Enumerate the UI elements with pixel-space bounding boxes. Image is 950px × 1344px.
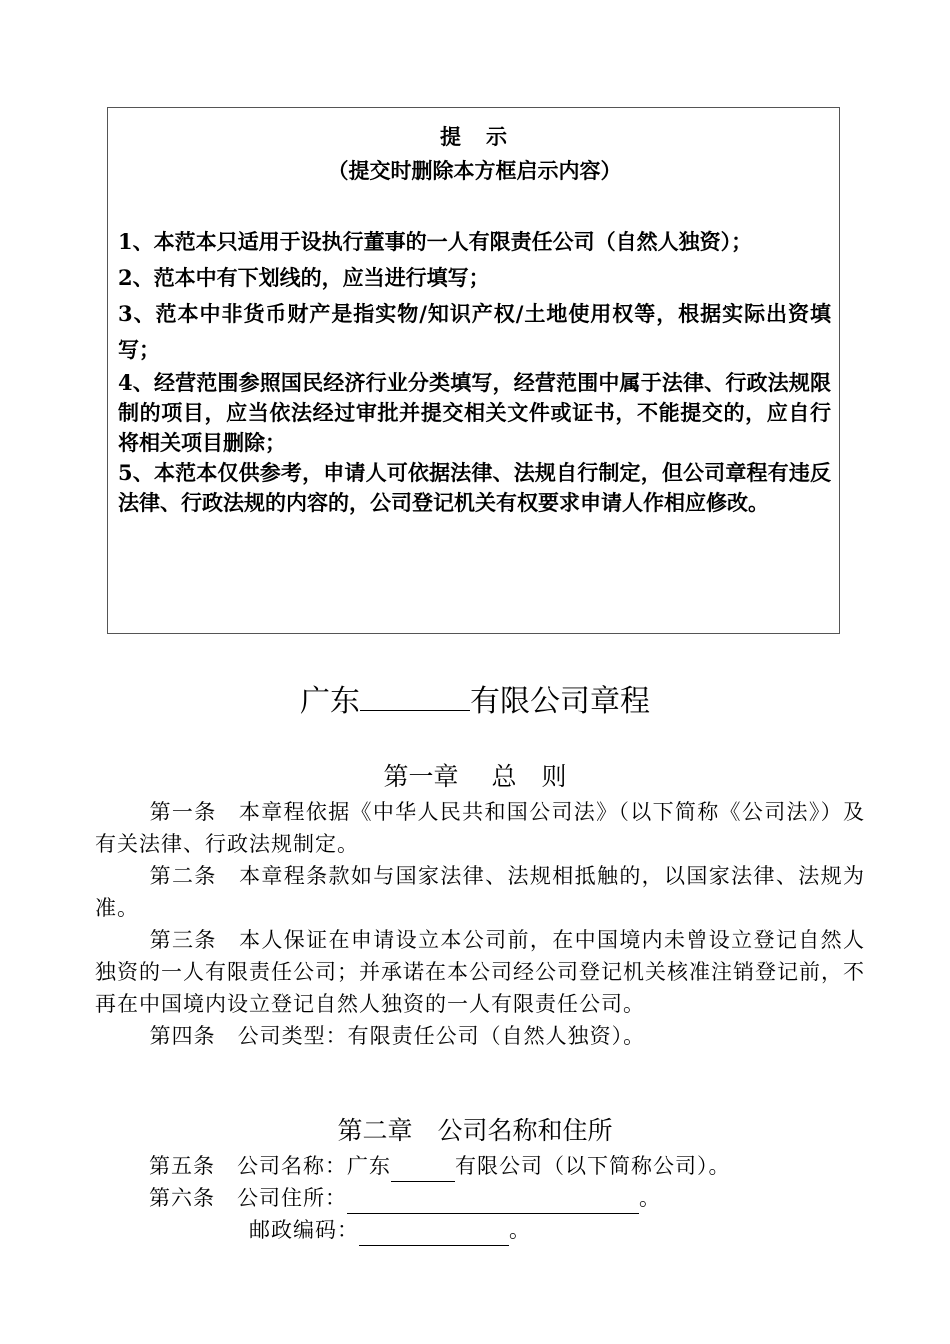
notice-item-5: 5、本范本仅供参考，申请人可依据法律、法规自行制定，但公司章程有违反法律、行政法规的内容的，公司登记机关有权要求申请人作相应修改。 (118, 460, 831, 515)
title-prefix: 广东 (300, 684, 360, 719)
notice-item-2: 2、范本中有下划线的，应当进行填写； (118, 265, 490, 290)
article-5-suffix: 有限公司（以下简称公司）。 (455, 1154, 731, 1178)
article-6-suffix: 。 (639, 1186, 661, 1210)
article-4: 第四条 公司类型：有限责任公司（自然人独资）。 (149, 1024, 646, 1048)
notice-items (118, 224, 831, 518)
company-name-blank[interactable] (360, 682, 470, 711)
article-5 (95, 1150, 865, 1182)
article-6-label: 第六条 公司住所： (149, 1186, 347, 1210)
address-field[interactable] (347, 1187, 639, 1214)
notice-item-1: 1、本范本只适用于设执行董事的一人有限责任公司（自然人独资）； (118, 229, 753, 254)
article-2: 第二条 本章程条款如与国家法律、法规相抵触的，以国家法律、法规为准。 (95, 864, 865, 920)
company-name-field[interactable] (391, 1155, 455, 1182)
document-title (0, 680, 950, 724)
article-1: 第一条 本章程依据《中华人民共和国公司法》（以下简称《公司法》）及有关法律、行政法规制定。 (95, 800, 865, 856)
notice-item-4: 4、经营范围参照国民经济行业分类填写，经营范围中属于法律、行政法规限制的项目，应当依法经过审批并提交相关文件或证书，不能提交的，应自行将相关项目删除； (118, 370, 831, 455)
postcode-line (95, 1214, 865, 1246)
chapter-2-body (95, 1150, 865, 1246)
title-suffix: 有限公司章程 (470, 684, 650, 719)
notice-title: 提 示 (440, 124, 509, 149)
postcode-label: 邮政编码： (249, 1218, 359, 1242)
notice-box (107, 107, 840, 634)
chapter-1-heading: 第一章 总 则 (383, 762, 567, 791)
chapter-1-body (95, 796, 865, 1052)
article-5-label: 第五条 公司名称：广东 (149, 1154, 391, 1178)
notice-item-3: 3、范本中非货币财产是指实物/知识产权/土地使用权等，根据实际出资填写； (118, 301, 831, 362)
article-6 (95, 1182, 865, 1214)
chapter-2-heading: 第二章 公司名称和住所 (337, 1116, 613, 1145)
notice-subtitle: （提交时删除本方框启示内容） (327, 158, 622, 183)
postcode-suffix: 。 (509, 1218, 531, 1242)
article-3: 第三条 本人保证在申请设立本公司前，在中国境内未曾设立登记自然人独资的一人有限责任公司；并承诺在本公司经公司登记机关核准注销登记前，不再在中国境内设立登记自然人独资的一人有限责任公司。 (95, 928, 865, 1016)
postcode-field[interactable] (359, 1219, 509, 1246)
